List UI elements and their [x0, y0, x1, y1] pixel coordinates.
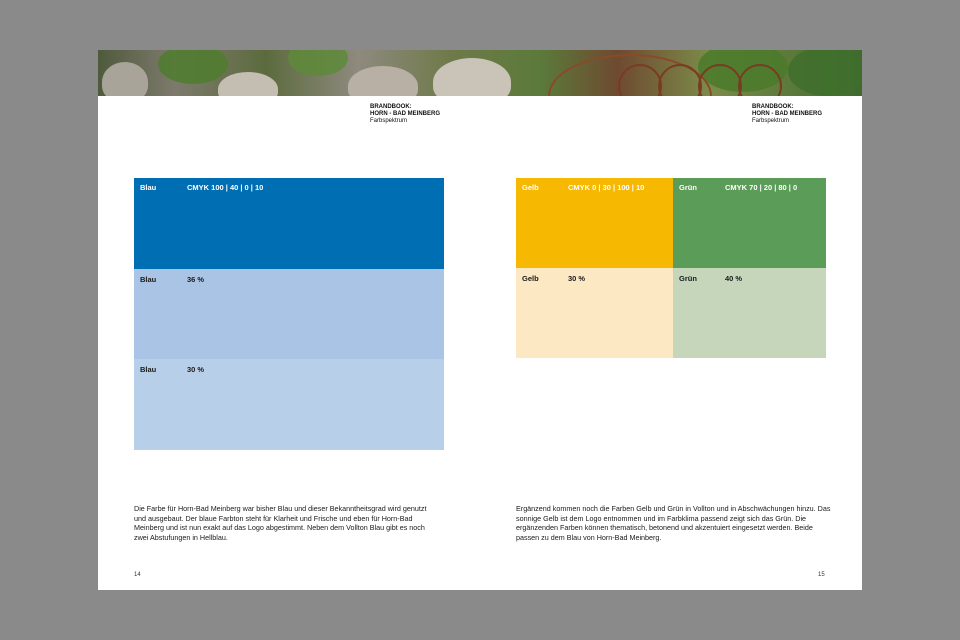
- swatch-gelb: [516, 178, 673, 268]
- header-left-line3: Farbspektrum: [370, 118, 408, 124]
- swatch-blau-30: [134, 359, 444, 450]
- body-text-right: Ergänzend kommen noch die Farben Gelb und Grün in Vollton und in Abschwächungen hinzu. Das sonnige Gelb ist dem Logo entnommen und im Farbklima passend zeigt sich das Grün. Die ergänzenden Farben können thematisch, betonend und akzentuiert eingesetzt werden. Beide passen zu dem Blau von Horn-Bad Meinberg.: [516, 504, 831, 542]
- swatch-gelb-30: [516, 268, 673, 358]
- swatch-blau-30-value: 30 %: [187, 365, 205, 374]
- swatch-gelb-name: Gelb: [522, 183, 539, 192]
- header-left-line2: HORN - BAD MEINBERG: [370, 111, 440, 117]
- header-right: [752, 104, 822, 125]
- swatch-blau-name: Blau: [140, 183, 157, 192]
- swatch-gelb-30-name: Gelb: [522, 274, 539, 283]
- header-photo: [98, 50, 862, 96]
- swatch-blau-value: CMYK 100 | 40 | 0 | 10: [187, 183, 264, 192]
- swatch-gruen: [673, 178, 826, 268]
- swatch-blau-36-value: 36 %: [187, 275, 205, 284]
- swatch-gruen-40-value: 40 %: [725, 274, 743, 283]
- swatch-blau-36-name: Blau: [140, 275, 157, 284]
- body-text-left: Die Farbe für Horn-Bad Meinberg war bisher Blau und dieser Bekanntheitsgrad wird genutzt und ausgebaut. Der blaue Farbton steht für Klarheit und Frische und eben für Horn-Bad Meinberg und ist nun exakt auf das Logo abgestimmt. Neben dem Vollton Blau gibt es noch zwei Abstufungen in Hellblau.: [134, 504, 427, 542]
- page-number-right: 15: [818, 572, 825, 578]
- header-right-line2: HORN - BAD MEINBERG: [752, 111, 822, 117]
- swatch-blau-30-name: Blau: [140, 365, 157, 374]
- swatch-gruen-value: CMYK 70 | 20 | 80 | 0: [725, 183, 798, 192]
- swatch-gruen-40: [673, 268, 826, 358]
- swatch-blau: [134, 178, 444, 269]
- swatch-gelb-30-value: 30 %: [568, 274, 586, 283]
- header-right-line3: Farbspektrum: [752, 118, 790, 124]
- swatch-gruen-40-name: Grün: [679, 274, 697, 283]
- page-number-left: 14: [134, 572, 141, 578]
- header-left-line1: BRANDBOOK:: [370, 104, 412, 110]
- brandbook-spread: [98, 50, 862, 590]
- swatch-gelb-value: CMYK 0 | 30 | 100 | 10: [568, 183, 645, 192]
- header-right-line1: BRANDBOOK:: [752, 104, 794, 110]
- header-left: [370, 104, 440, 125]
- swatch-gruen-name: Grün: [679, 183, 697, 192]
- swatch-blau-36: [134, 269, 444, 359]
